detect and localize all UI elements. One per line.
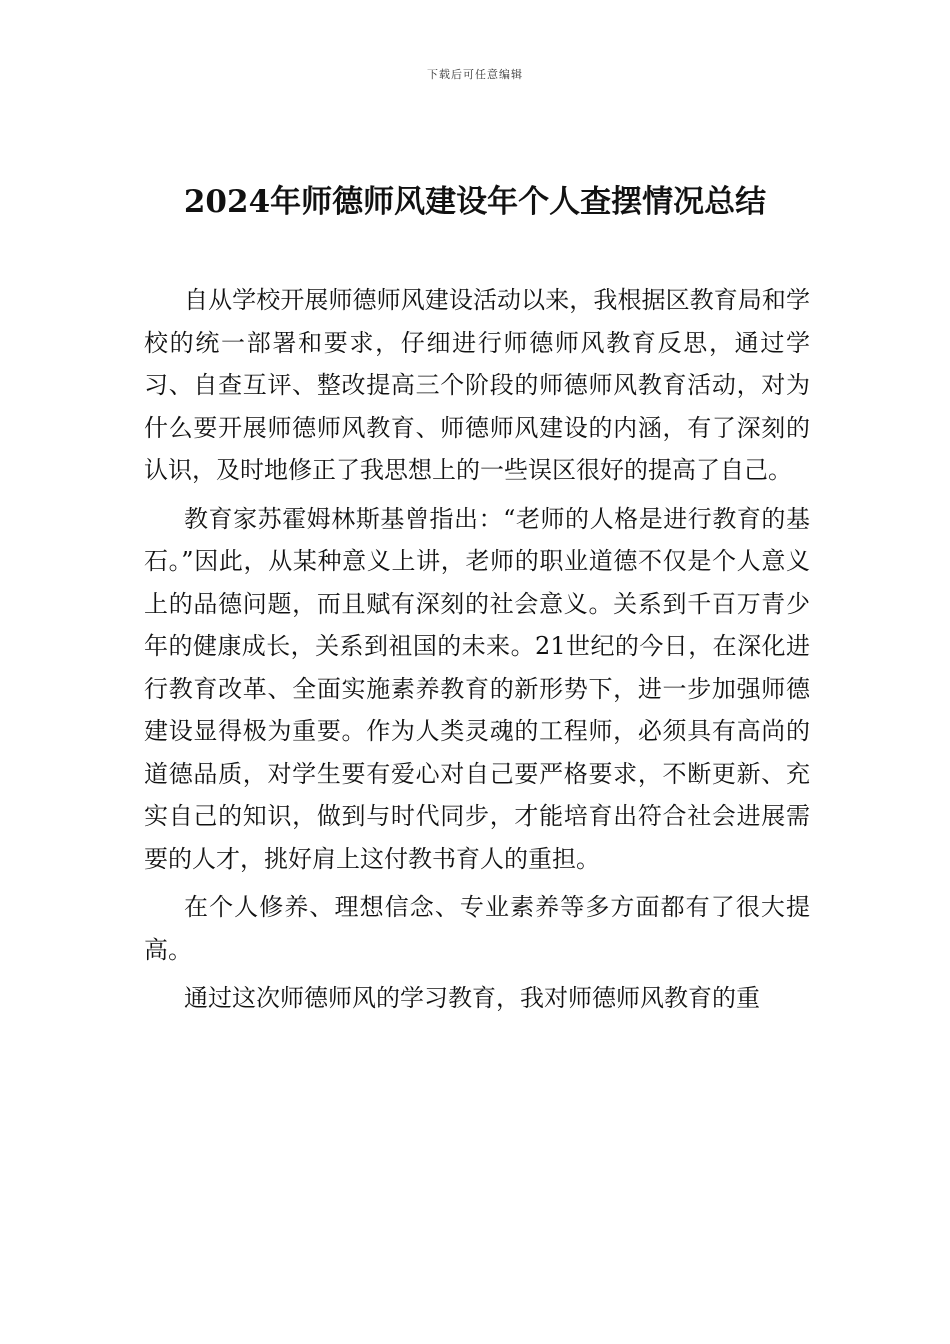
paragraph-3: 在个人修养、理想信念、专业素养等多方面都有了很大提高。 — [144, 893, 810, 964]
document-body — [144, 279, 810, 1020]
document-title: 2024年师德师风建设年个人查摆情况总结 — [183, 184, 767, 220]
paragraph-4: 通过这次师德师风的学习教育，我对师德师风教育的重 — [184, 984, 760, 1012]
header-note: 下载后可任意编辑 — [427, 68, 523, 81]
paragraph-2: 教育家苏霍姆林斯基曾指出：“老师的人格是进行教育的基石。”因此，从某种意义上讲，老师的职业道德不仅是个人意义上的品德问题，而且赋有深刻的社会意义。关系到千百万青少年的健康成长，关系到祖国的未来。21世纪的今日，在深化进行教育改革、全面实施素养教育的新形势下，进一步加强师德建设显得极为重要。作为人类灵魂的工程师，必须具有高尚的道德品质，对学生要有爱心对自己要严格要求，不断更新、充实自己的知识，做到与时代同步，才能培育出符合社会进展需要的人才，挑好肩上这付教书育人的重担。 — [144, 504, 810, 873]
paragraph-1: 自从学校开展师德师风建设活动以来，我根据区教育局和学校的统一部署和要求，仔细进行师德师风教育反思，通过学习、自查互评、整改提高三个阶段的师德师风教育活动，对为什么要开展师德师风教育、师德师风建设的内涵，有了深刻的认识，及时地修正了我思想上的一些误区很好的提高了自己。 — [144, 286, 810, 484]
